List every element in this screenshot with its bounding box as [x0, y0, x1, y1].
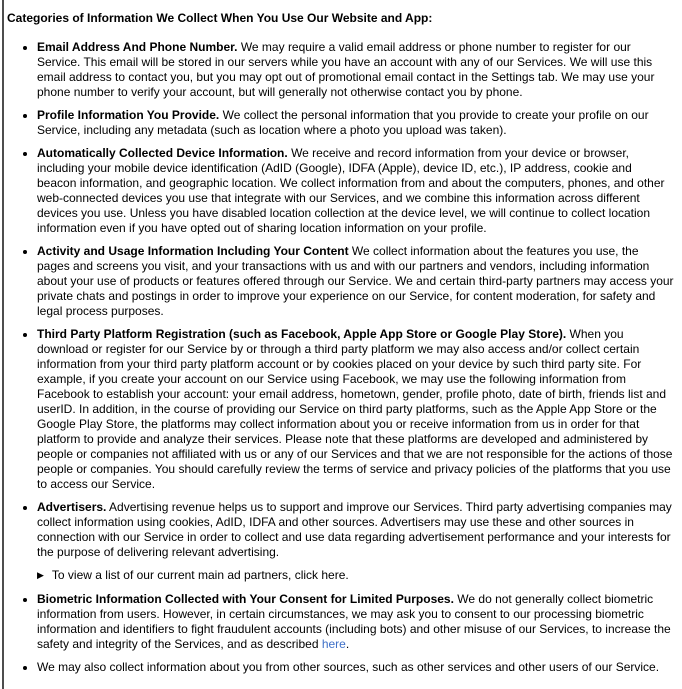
bullet-biometric-info-body: We do not generally collect biometric information from users. However, in certain circumstances, we may ask you to consent to our processing biometric information and identifiers to fight fraudulent accounts (including bots) and other misuse of our Services, to increase the safety and integrity of the Services, and as described [37, 592, 671, 651]
bullet-device-info [37, 146, 674, 236]
bullet-advertisers [37, 500, 674, 560]
section-title: Categories of Information We Collect When You Use Our Website and App: [7, 11, 433, 25]
ad-partners-disclosure-text[interactable]: To view a list of our current main ad partners, click here. [51, 568, 349, 582]
bullet-email-phone-lead: Email Address And Phone Number. [37, 40, 238, 54]
bullet-third-party-platform [37, 327, 674, 492]
bullet-advertisers-body: Advertising revenue helps us to support and improve our Services. Third party advertising companies may collect information using cookies, AdID, IDFA and other sources. Advertisers may use these and other sources in connection with our Service in order to collect and use data regarding advertisement performance and your interests for the purpose of delivering relevant advertising. [37, 500, 672, 559]
disclosure-triangle-icon: ▶ [37, 570, 44, 580]
bullet-email-phone [37, 40, 674, 100]
bullet-activity-usage [37, 244, 674, 319]
bullet-activity-usage-body: We collect information about the features you use, the pages and screens you visit, and your transactions with us and with our partners and vendors, including information about your use of products or features offered through our Service. We and certain third-party partners may access your private chats and postings in order to improve your experience on our Service, for content moderation, for safety and legal process purposes. [37, 244, 674, 318]
bullet-advertisers-lead: Advertisers. [37, 500, 107, 514]
bullet-biometric-info [37, 592, 674, 652]
bullet-other-sources [37, 660, 674, 675]
bullet-device-info-body: We receive and record information from your device or browser, including your mobile device identification (AdID (Google), IDFA (Apple), device ID, etc.), IP address, cookie and beacon information, and geographic location. We collect information from and about the computers, phones, and other web-connected devices you use that integrate with our Services, and we combine this information across different devices you use. Unless you have disabled location collection at the device level, we will continue to collect location information even if you have opted out of sharing location information on your profile. [37, 146, 665, 235]
bullet-device-info-lead: Automatically Collected Device Information. [37, 146, 288, 160]
bullet-profile-info [37, 108, 674, 138]
bullet-third-party-platform-body: When you download or register for our Service by or through a third party platform we may also access and/or collect certain information from your third party platform account or by cookies placed on your device by such third party site. For example, if you create your account on our Service using Facebook, we may use the following information from Facebook to establish your account: your email address, hometown, gender, profile photo, date of birth, friends list and userID. In addition, in the course of providing our Service on third party platforms, such as the Apple App Store or the Google Play Store, the platforms may collect information about you or receive information from us in order for that platform to provide and analyze their services. Please note that these platforms are developed and administered by people or companies not affiliated with us or any of our Services and that we are not responsible for the actions of those people or companies. You should carefully review the terms of service and privacy policies of the platforms that you use to access our Service. [37, 327, 673, 491]
bullet-biometric-info-period: . [345, 637, 350, 651]
bullet-other-sources-body: We may also collect information about you from other sources, such as other services and other users of our Service. [37, 660, 660, 674]
bullet-email-phone-body: We may require a valid email address or phone number to register for our Service. This email will be stored in our servers while you have an account with any of our Services. We will use this email address to contact you, but you may opt out of promotional email contact in the Settings tab. We may use your phone number to verify your account, but will generally not otherwise contact you by phone. [37, 40, 655, 99]
categories-list [6, 40, 674, 675]
left-border-rule [2, 0, 4, 689]
bullet-activity-usage-lead: Activity and Usage Information Including Your Content [37, 244, 349, 258]
bullet-profile-info-lead: Profile Information You Provide. [37, 108, 220, 122]
bullet-profile-info-body: We collect the personal information that you provide to create your profile on our Service, including any metadata (such as location where a photo you upload was taken). [37, 108, 649, 137]
bullet-biometric-info-lead: Biometric Information Collected with Your Consent for Limited Purposes. [37, 592, 454, 606]
ad-partners-disclosure[interactable] [37, 568, 674, 584]
bullet-third-party-platform-lead: Third Party Platform Registration (such as Facebook, Apple App Store or Google Play Store). [37, 327, 567, 341]
biometric-here-link[interactable]: here [321, 637, 346, 651]
